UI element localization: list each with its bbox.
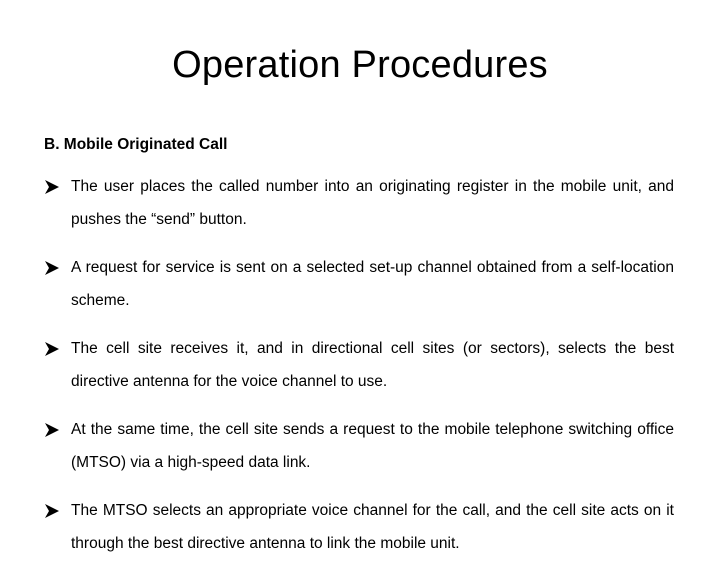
arrowhead-bullet-icon <box>44 170 62 203</box>
bullet-item-5 <box>44 494 674 560</box>
arrowhead-bullet-icon <box>44 332 62 365</box>
arrowhead-bullet-icon <box>44 413 62 446</box>
section-heading: B. Mobile Originated Call <box>44 136 228 153</box>
bullet-item-3 <box>44 332 674 398</box>
bullet-text: The user places the called number into an originating register in the mobile unit, and pushes the “send” button. <box>71 178 674 228</box>
bullet-text: The cell site receives it, and in directional cell sites (or sectors), selects the best directive antenna for the voice channel to use. <box>71 340 674 390</box>
arrowhead-bullet-icon <box>44 251 62 284</box>
bullet-list <box>44 170 674 575</box>
bullet-text: A request for service is sent on a selected set-up channel obtained from a self-location scheme. <box>71 259 674 309</box>
bullet-item-1 <box>44 170 674 236</box>
page-title: Operation Procedures <box>172 44 548 86</box>
bullet-item-2 <box>44 251 674 317</box>
arrowhead-bullet-icon <box>44 494 62 527</box>
bullet-text: The MTSO selects an appropriate voice channel for the call, and the cell site acts on it through the best directive antenna to link the mobile unit. <box>71 502 674 552</box>
bullet-text: At the same time, the cell site sends a request to the mobile telephone switching office (MTSO) via a high-speed data link. <box>71 421 674 471</box>
bullet-item-4 <box>44 413 674 479</box>
